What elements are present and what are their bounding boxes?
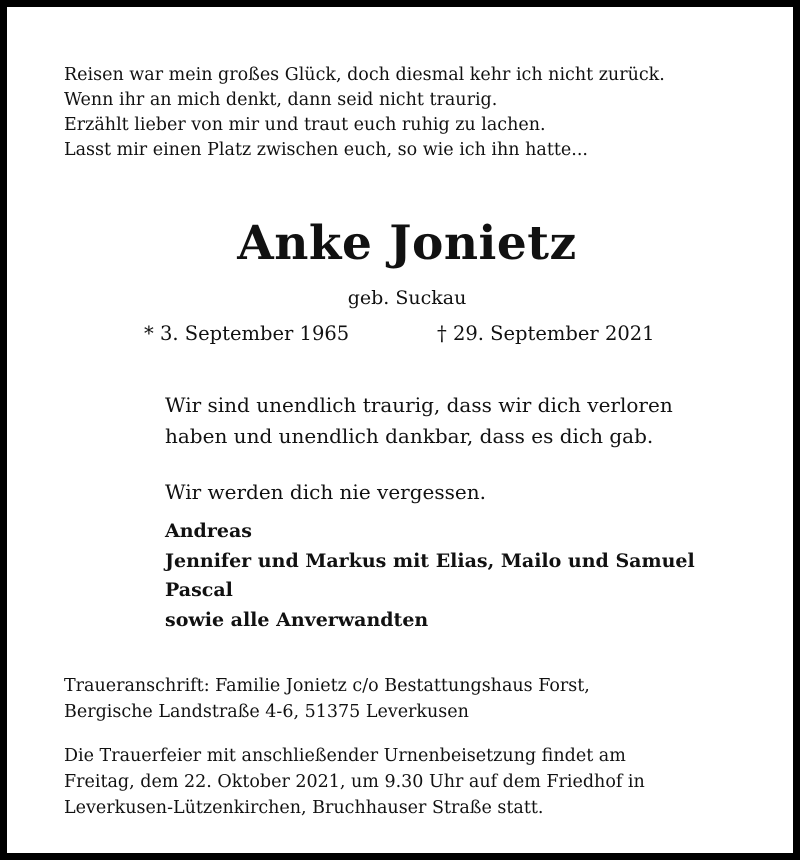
ceremony-info [64, 743, 645, 821]
mourning-address [64, 673, 590, 725]
poem-line: Wenn ihr an mich denkt, dann seid nicht traurig. [64, 90, 498, 110]
address-line: Traueranschrift: Familie Jonietz c/o Bestattungshaus Forst, [64, 676, 590, 696]
poem-line: Lasst mir einen Platz zwischen euch, so wie ich ihn hatte... [64, 140, 588, 160]
mourner: Pascal [165, 579, 233, 601]
closing-message: Wir werden dich nie vergessen. [165, 480, 486, 504]
mourners-list [165, 517, 695, 635]
maiden-name: geb. Suckau [347, 287, 467, 309]
mourner: sowie alle Anverwandten [165, 608, 429, 631]
deceased-name: Anke Jonietz [237, 216, 577, 271]
poem [64, 63, 665, 163]
mourner: Andreas [165, 520, 252, 542]
ceremony-line: Leverkusen-Lützenkirchen, Bruchhauser Straße statt. [64, 798, 544, 818]
message-line: haben und unendlich dankbar, dass es dich gab. [165, 424, 654, 448]
grief-message [165, 390, 673, 452]
poem-line: Erzählt lieber von mir und traut euch ruhig zu lachen. [64, 115, 546, 135]
message-line: Wir sind unendlich traurig, dass wir dich verloren [165, 393, 673, 417]
poem-line: Reisen war mein großes Glück, doch diesmal kehr ich nicht zurück. [64, 65, 665, 85]
mourner: Jennifer und Markus mit Elias, Mailo und Samuel [165, 549, 695, 572]
death-date: † 29. September 2021 [437, 322, 655, 345]
address-line: Bergische Landstraße 4-6, 51375 Leverkusen [64, 702, 469, 722]
birth-date: * 3. September 1965 [144, 322, 350, 345]
ceremony-line: Freitag, dem 22. Oktober 2021, um 9.30 Uhr auf dem Friedhof in [64, 772, 645, 792]
ceremony-line: Die Trauerfeier mit anschließender Urnenbeisetzung findet am [64, 746, 626, 766]
